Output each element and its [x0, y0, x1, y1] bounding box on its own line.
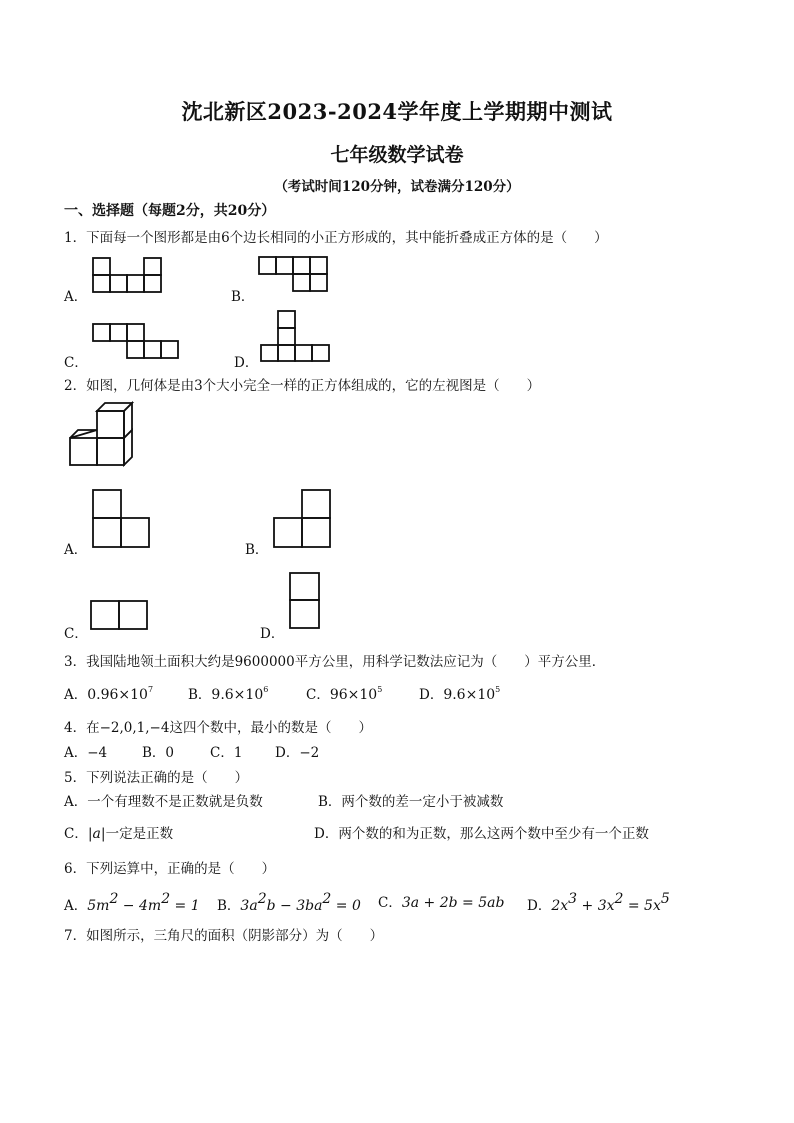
q1-option-c-label: C． [64, 355, 88, 371]
question-7-text: 7．如图所示，三角尺的面积（阴影部分）为（ ） [64, 928, 384, 944]
q2-option-c-label: C． [64, 626, 88, 642]
q1-net-a [92, 257, 162, 293]
q2-option-a-label: A． [64, 542, 88, 558]
exam-info: （考试时间120分钟，试卷满分120分） [274, 179, 520, 195]
q6-option-d: D．$2x^3 + 3x^2 = 5x^5$ [527, 891, 670, 914]
q4-option-d: D．−2 [275, 745, 320, 761]
q2-view-b [273, 489, 333, 549]
q1-option-d-label: D． [234, 355, 259, 371]
q4-option-b: B．0 [142, 745, 175, 761]
q1-option-b-label: B． [231, 289, 255, 305]
q6-option-a: A．$5m^2 - 4m^2 = 1$ [64, 891, 200, 914]
q2-view-a [92, 489, 152, 549]
q6-option-b: B．$3a^2b - 3ba^2 = 0$ [217, 891, 361, 914]
question-2-text: 2．如图，几何体是由3个大小完全一样的正方体组成的，它的左视图是（ ） [64, 378, 541, 394]
q5-option-d: D．两个数的和为正数，那么这两个数中至少有一个正数 [314, 826, 649, 842]
question-5-text: 5．下列说法正确的是（ ） [64, 770, 249, 786]
q2-solid-figure [68, 400, 134, 468]
q5-option-a: A．一个有理数不是正数就是负数 [64, 794, 263, 810]
section-heading-choice: 一、选择题（每题2分，共20分） [64, 203, 276, 219]
q1-option-a-label: A． [64, 289, 88, 305]
q3-option-d: D．$9.6\times 10^5$ [419, 685, 501, 703]
q4-option-c: C．1 [210, 745, 243, 761]
q2-view-c [90, 600, 150, 632]
q1-net-d [260, 310, 332, 362]
question-1-text: 1．下面每一个图形都是由6个边长相同的小正方形成的，其中能折叠成正方体的是（ ） [64, 230, 608, 246]
q5-option-b: B．两个数的差一定小于被减数 [318, 794, 504, 810]
exam-subtitle: 七年级数学试卷 [330, 144, 464, 166]
q3-option-b: B．$9.6\times 10^6$ [188, 685, 269, 703]
q2-option-b-label: B． [245, 542, 269, 558]
q3-option-a: A．$0.96\times 10^7$ [64, 685, 154, 703]
q5-option-c: C．|a|一定是正数 [64, 826, 174, 842]
q6-option-c: C．3a + 2b = 5ab [378, 895, 505, 911]
q2-option-d-label: D． [260, 626, 285, 642]
q4-option-a: A．−4 [64, 745, 108, 761]
q1-net-c [92, 323, 182, 361]
question-3-text: 3．我国陆地领土面积大约是9600000平方公里，用科学记数法应记为（ ）平方公里． [64, 654, 606, 670]
q2-view-d [289, 572, 323, 632]
q1-net-b [257, 256, 329, 292]
q3-option-c: C．$96\times 10^5$ [306, 685, 383, 703]
exam-title: 沈北新区2023-2024学年度上学期期中测试 [181, 99, 613, 124]
question-6-text: 6．下列运算中，正确的是（ ） [64, 861, 276, 877]
question-4-text: 4．在−2,0,1,−4这四个数中，最小的数是（ ） [64, 720, 372, 736]
